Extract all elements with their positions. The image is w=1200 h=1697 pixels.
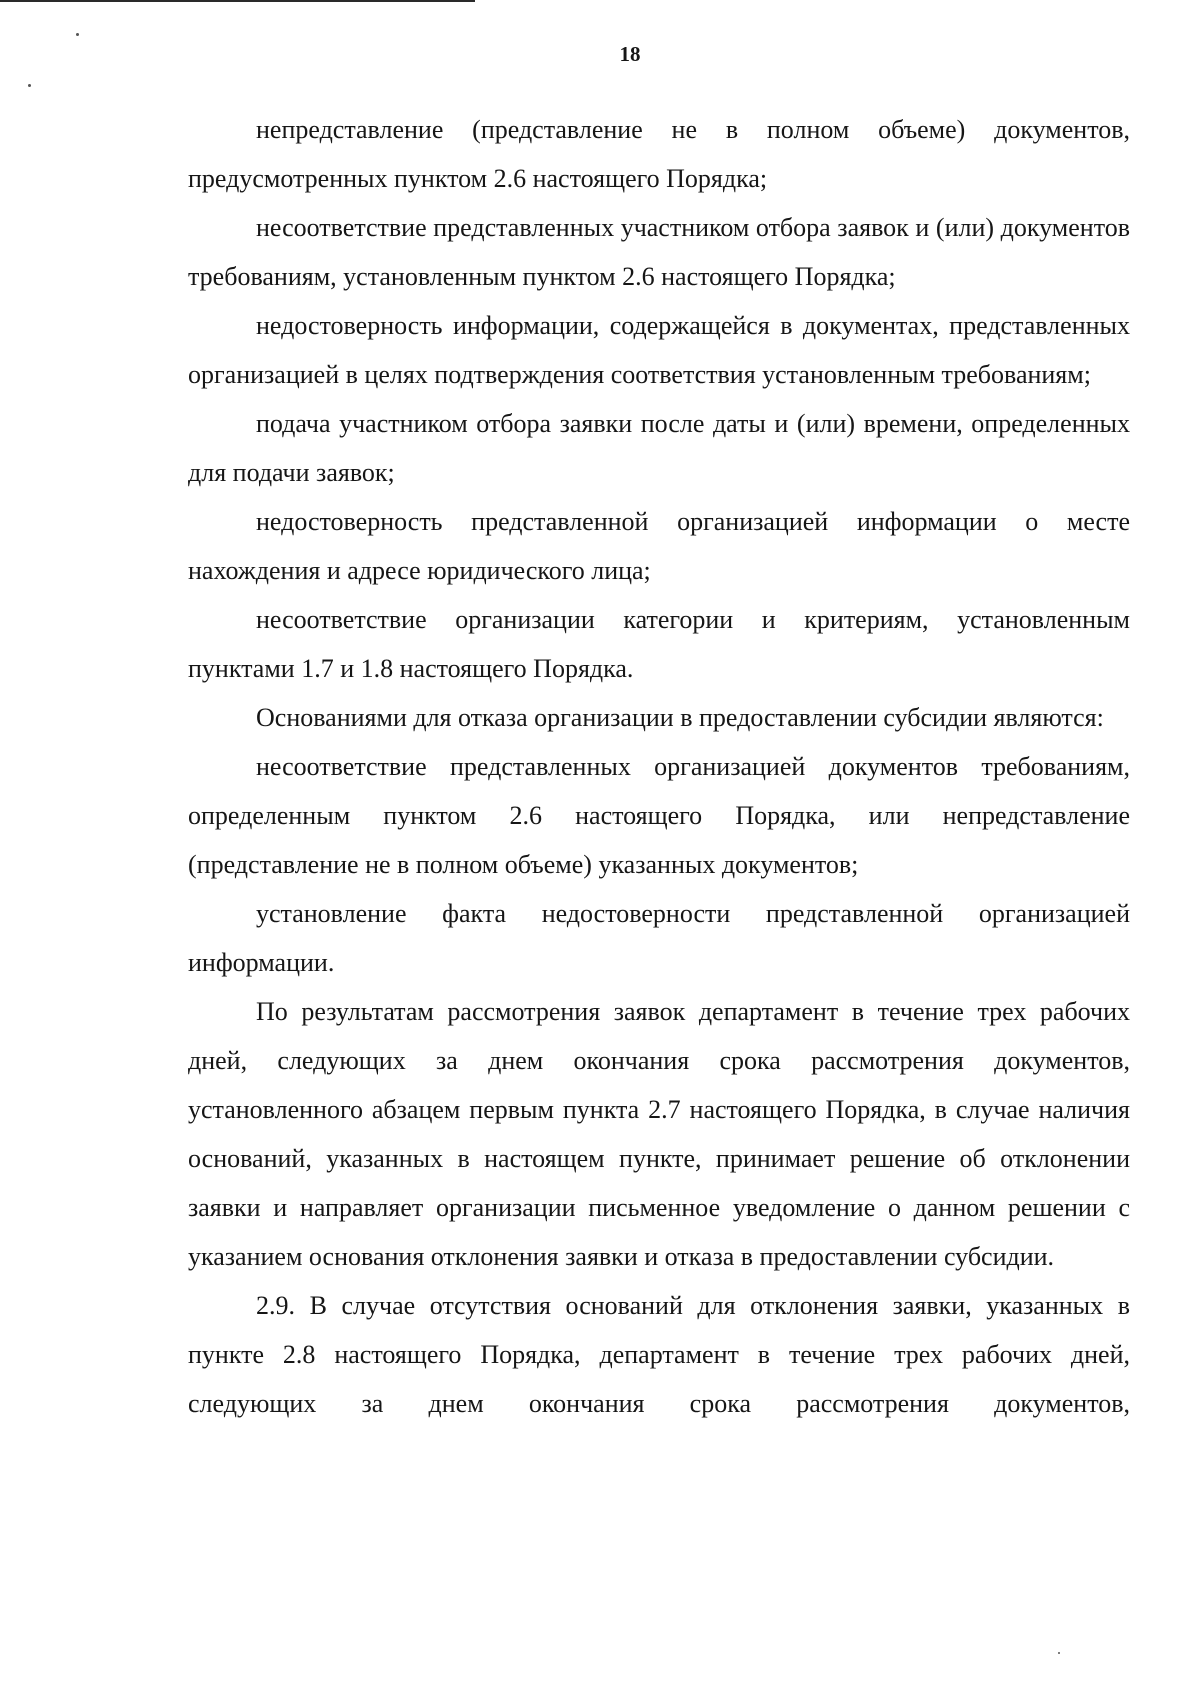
paragraph-2: несоответствие представленных участником отбора заявок и (или) документов требованиям, установленным пунктом 2.6 настоящего Порядка; bbox=[188, 213, 1130, 291]
paragraph-7: Основаниями для отказа организации в предоставлении субсидии являются: bbox=[256, 703, 1104, 732]
paragraph-1: непредставление (представление не в полном объеме) документов, предусмотренных пунктом 2.6 настоящего Порядка; bbox=[188, 115, 1130, 193]
scan-speck bbox=[28, 84, 31, 87]
paragraph-10: По результатам рассмотрения заявок департамент в течение трех рабочих дней, следующих за днем окончания срока рассмотрения документов, установленного абзацем первым пункта 2.7 настоящего Порядка, в случае наличия оснований, указанных в настоящем пункте, принимает решение об отклонении заявки и направляет организации письменное уведомление о данном решении с указанием основания отклонения заявки и отказа в предоставлении субсидии. bbox=[188, 997, 1130, 1271]
paragraph-6: несоответствие организации категории и критериям, установленным пунктами 1.7 и 1.8 настоящего Порядка. bbox=[188, 605, 1130, 683]
scan-speck bbox=[76, 33, 79, 36]
paragraph-4: подача участником отбора заявки после даты и (или) времени, определенных для подачи заявок; bbox=[188, 409, 1130, 487]
paragraph-3: недостоверность информации, содержащейся в документах, представленных организацией в целях подтверждения соответствия установленным требованиям; bbox=[188, 311, 1130, 389]
page-number: 18 bbox=[619, 42, 641, 66]
document-body bbox=[188, 105, 1130, 1428]
paragraph-5: недостоверность представленной организацией информации о месте нахождения и адресе юридического лица; bbox=[188, 507, 1130, 585]
top-border-line bbox=[0, 0, 475, 2]
paragraph-11: 2.9. В случае отсутствия оснований для отклонения заявки, указанных в пункте 2.8 настоящего Порядка, департамент в течение трех рабочих дней, следующих за днем окончания срока рассмотрения документов, bbox=[188, 1291, 1130, 1418]
scan-speck bbox=[1058, 1652, 1060, 1654]
paragraph-8: несоответствие представленных организацией документов требованиям, определенным пунктом 2.6 настоящего Порядка, или непредставление (представление не в полном объеме) указанных документов; bbox=[188, 752, 1130, 879]
paragraph-9: установление факта недостоверности представленной организацией информации. bbox=[188, 899, 1130, 977]
